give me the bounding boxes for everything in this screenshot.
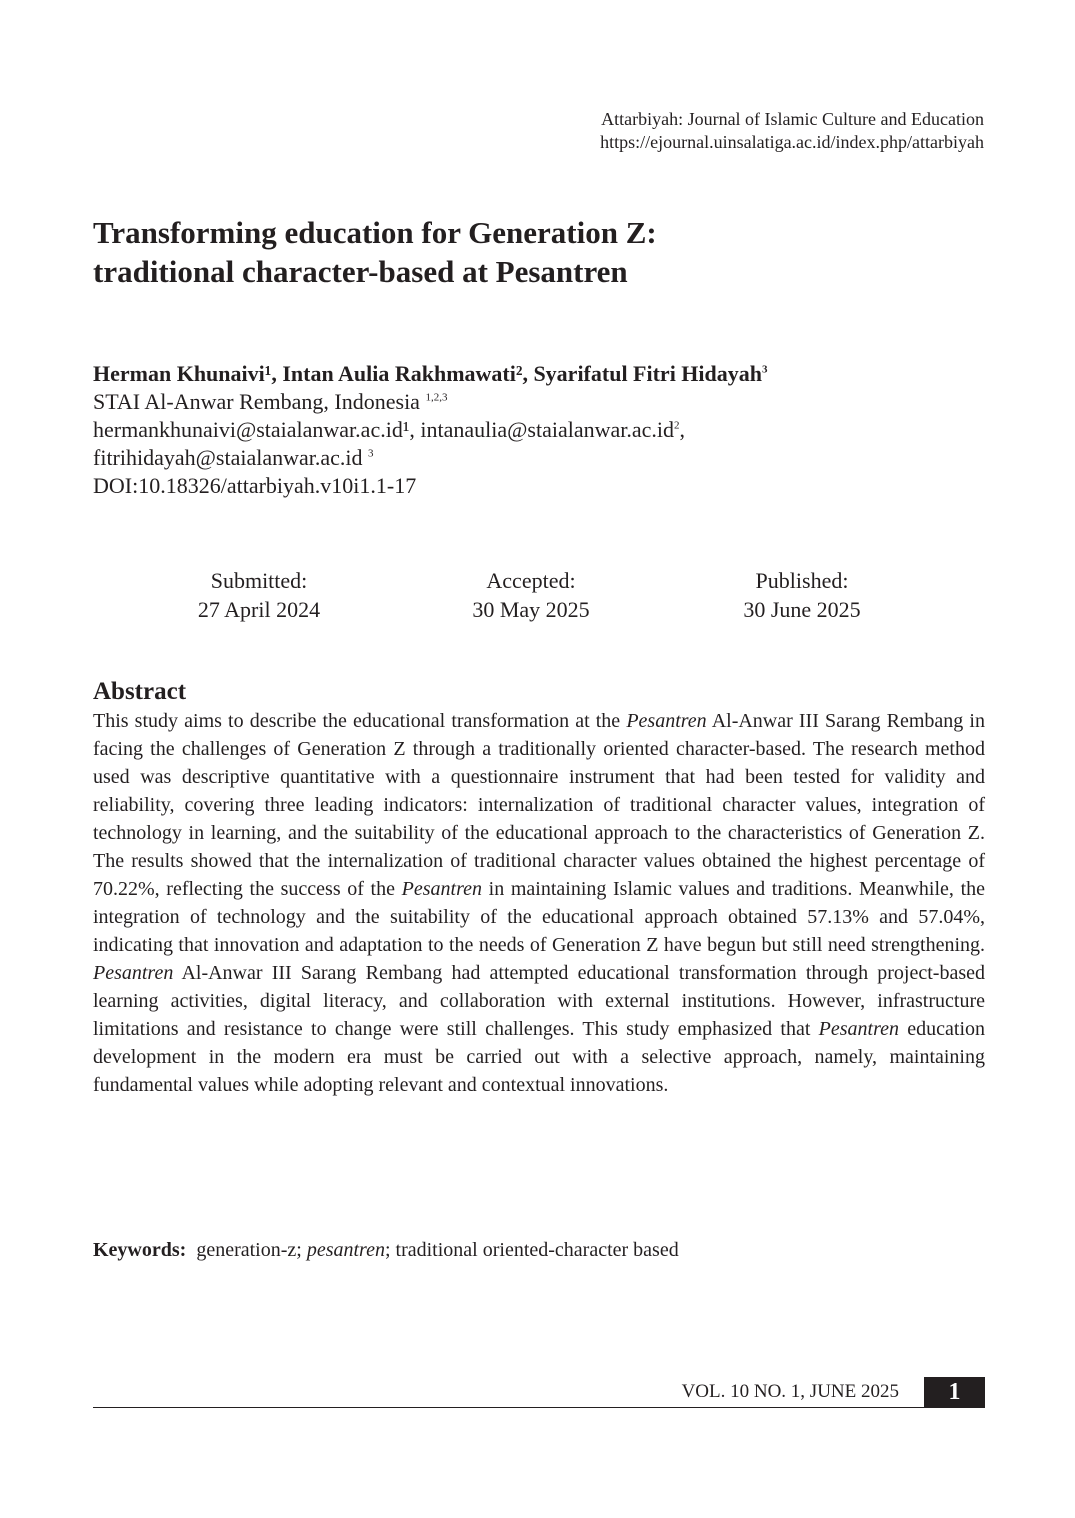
keywords: Keywords: generation-z; pesantren; traditional oriented-character based: [93, 1239, 679, 1261]
author-block: [93, 360, 993, 500]
journal-url[interactable]: https://ejournal.uinsalatiga.ac.id/index.php/attarbiyah: [600, 132, 984, 152]
published-date: Published: 30 June 2025: [743, 568, 861, 622]
page-number: 1: [924, 1377, 985, 1408]
email-line-1: hermankhunaivi@staialanwar.ac.id¹, $intanaulia@staialanwar.ac.id^2$,: [93, 417, 686, 442]
abstract-heading: Abstract: [93, 678, 187, 705]
title-line-2: traditional character-based at Pesantren: [93, 254, 628, 289]
volume-info: VOL. 10 NO. 1, JUNE 2025: [681, 1381, 899, 1402]
email-line-2: fitrihidayah@staialanwar.ac.id $^3$: [93, 445, 374, 470]
doi[interactable]: DOI:10.18326/attarbiyah.v10i1.1-17: [93, 473, 417, 498]
submitted-date: Submitted: 27 April 2024: [197, 568, 321, 622]
accepted-date: Accepted: 30 May 2025: [472, 568, 590, 622]
affiliation: STAI Al-Anwar Rembang, Indonesia $^{1,2,3}$: [93, 389, 448, 414]
author-names: Herman Khunaivi¹, Intan Aulia Rakhmawati², Syarifatul Fitri Hidayah$^3$: [93, 361, 768, 386]
journal-header: [600, 108, 984, 154]
journal-name: Attarbiyah: Journal of Islamic Culture and Education: [601, 109, 984, 129]
title-line-1: Transforming education for Generation Z:: [93, 215, 657, 250]
paper-title: [93, 213, 913, 291]
keywords-label: Keywords:: [93, 1239, 187, 1261]
abstract-text: This study aims to describe the educational transformation at the Pesantren Al-Anwar III Sarang Rembang in facing the challenges of Generation Z through a traditionally oriented character-based. The research method used was descriptive quantitative with a questionnaire instrument that had been tested for validity and reliability, covering three leading indicators: internalization of traditional character values, integration of technology in learning, and the suitability of the educational approach to the characteristics of Generation Z. The results showed that the internalization of traditional character values obtained the highest percentage of 70.22%, reflecting the success of the Pesantren in maintaining Islamic values and traditions. Meanwhile, the integration of technology and the suitability of the educational approach obtained 57.13% and 57.04%, indicating that innovation and adaptation to the needs of Generation Z have begun but still need strengthening. Pesantren Al-Anwar III Sarang Rembang had attempted educational transformation through project-based learning activities, digital literacy, and collaboration with external institutions. However, infrastructure limitations and resistance to change were still challenges. This study emphasized that Pesantren education development in the modern era must be carried out with a selective approach, namely, maintaining fundamental values while adopting relevant and contextual innovations.: [93, 710, 986, 1096]
footer-divider: [93, 1407, 985, 1408]
